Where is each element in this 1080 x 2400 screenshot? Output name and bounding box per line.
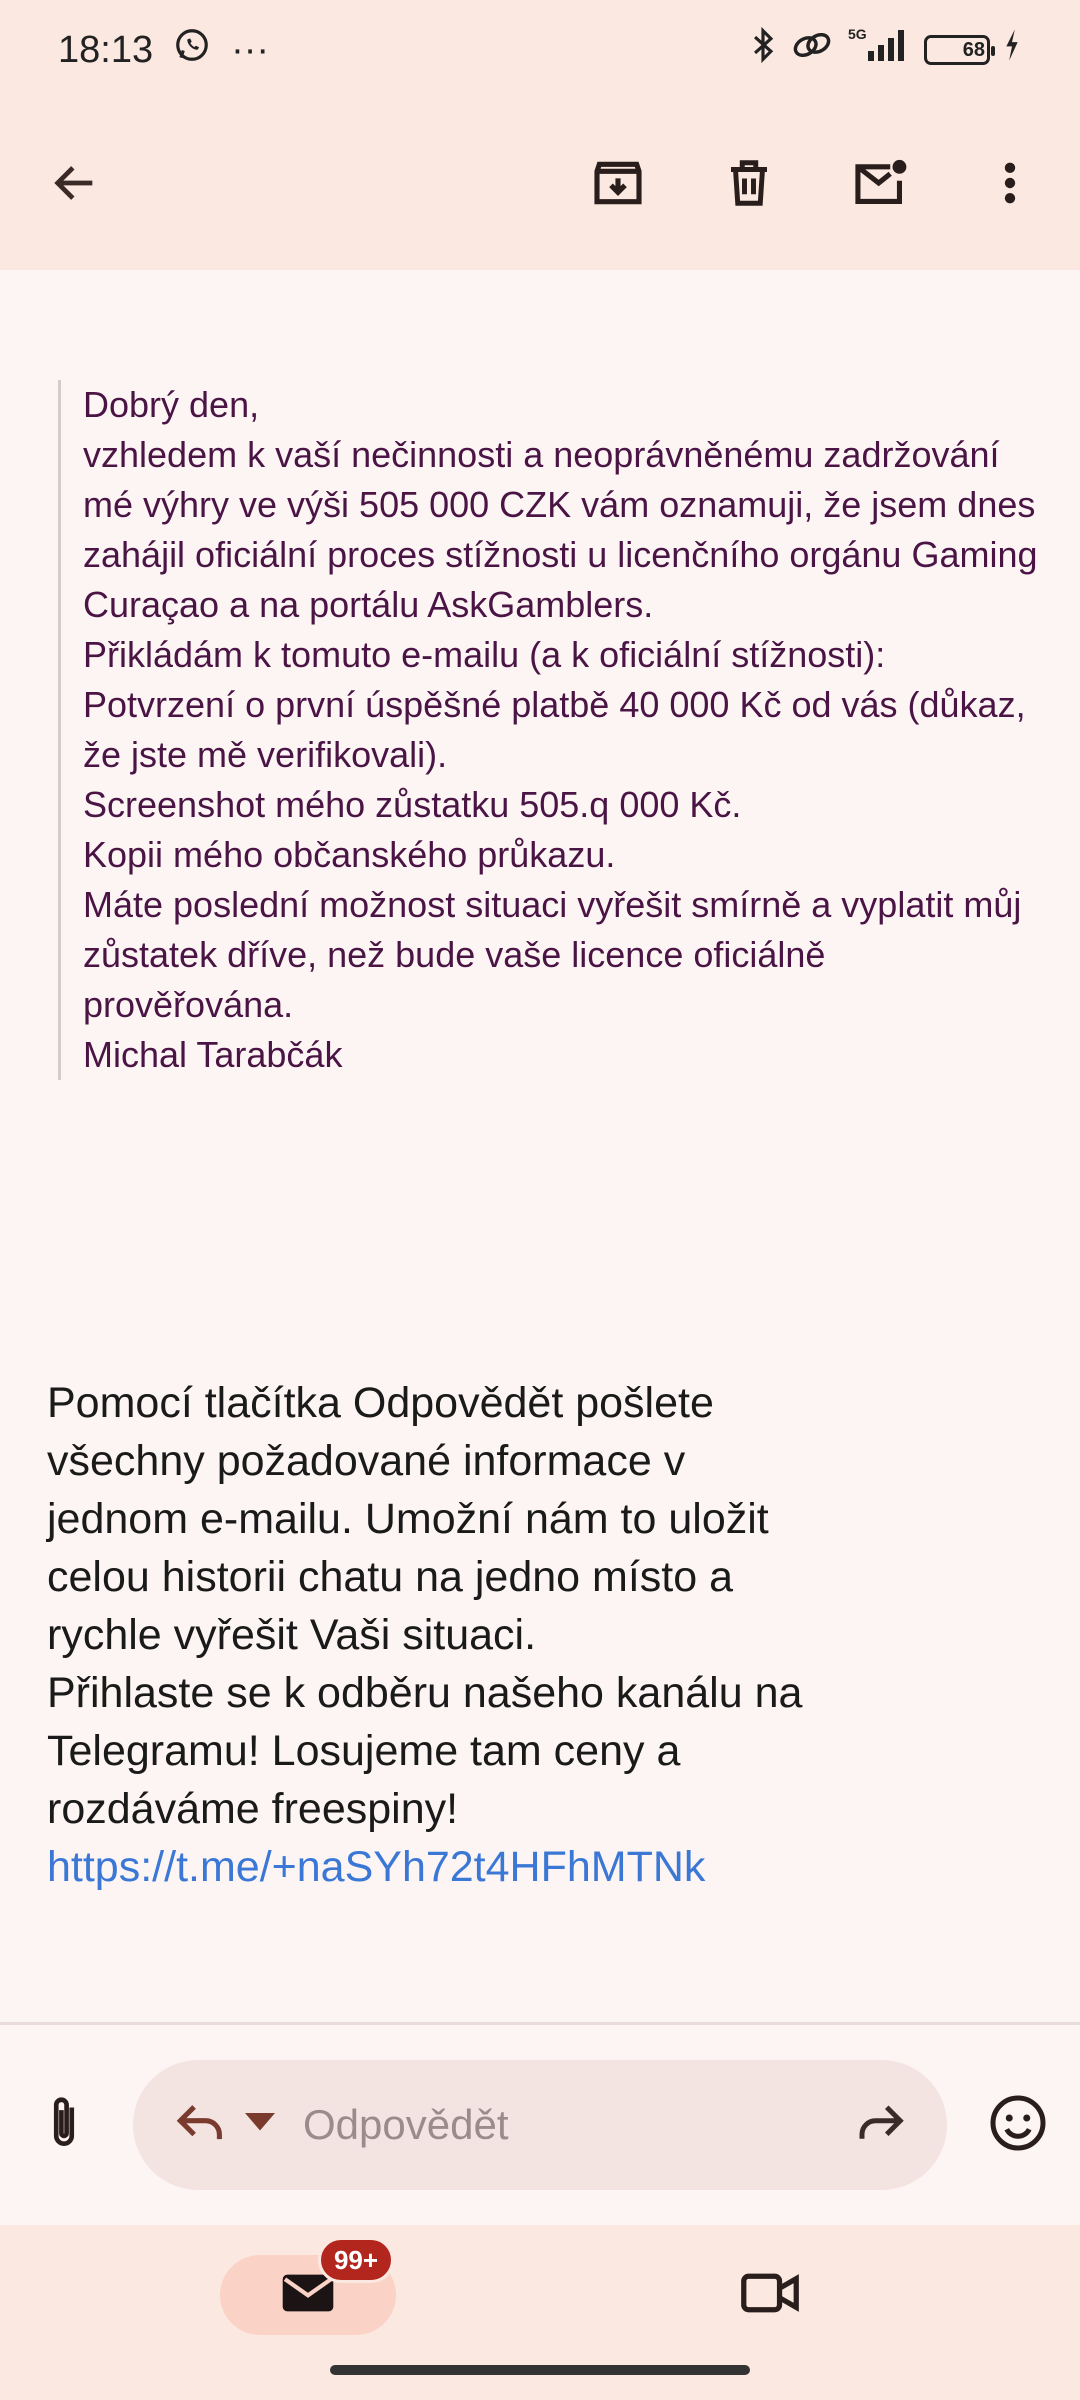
archive-icon — [590, 155, 646, 216]
back-arrow-icon — [49, 157, 101, 214]
more-notifications-icon: ··· — [231, 28, 270, 71]
battery-icon — [924, 35, 990, 65]
more-vert-icon — [1000, 157, 1020, 214]
attach-button[interactable] — [34, 2090, 94, 2160]
reply-icon[interactable] — [173, 2100, 229, 2151]
video-camera-icon — [739, 2268, 801, 2323]
quote-signature: Michal Tarabčák — [83, 1034, 343, 1075]
quote-line: Potvrzení o první úspěšné platbě 40 000 Kč od vás (důkaz, že jste mě verifikovali). — [83, 684, 1026, 775]
svg-text:5G: 5G — [848, 26, 867, 42]
reply-field[interactable] — [133, 2060, 947, 2190]
bluetooth-icon — [748, 26, 778, 74]
mark-unread-icon — [851, 155, 911, 216]
email-text — [47, 1374, 807, 1896]
quote-line: Screenshot mého zůstatku 505.q 000 Kč. — [83, 784, 742, 825]
archive-button[interactable] — [573, 140, 663, 230]
quoted-message — [58, 380, 1038, 1080]
reply-bar — [0, 2025, 1080, 2225]
reply-dropdown-icon[interactable] — [245, 2113, 275, 2138]
telegram-link[interactable]: https://t.me/+naSYh72t4HFhMTNk — [47, 1843, 706, 1891]
gesture-handle[interactable] — [330, 2365, 750, 2375]
reply-placeholder[interactable]: Odpovědět — [303, 2101, 509, 2148]
quote-line: vzhledem k vaší nečinnosti a neoprávněnému zadržování mé výhry ve výši 505 000 CZK vám oznamuji, že jsem dnes zahájil oficiální proces stížnosti u licenčního orgánu Gaming Curaçao a na portálu AskGamblers. — [83, 434, 1038, 625]
reply-instructions: Pomocí tlačítka Odpovědět pošlete všechny požadované informace v jednom e-mailu. Umožní nám to uložit celou historii chatu na jedno místo a rychle vyřešit Vaši situaci. — [47, 1379, 769, 1659]
battery-level: 68 — [962, 38, 985, 61]
status-bar — [0, 0, 1080, 100]
link-icon — [790, 26, 834, 74]
quote-line: Máte poslední možnost situaci vyřešit smírně a vyplatit můj zůstatek dříve, než bude vaše licence oficiálně prověřována. — [83, 884, 1022, 1025]
emoji-icon — [988, 2093, 1048, 2158]
quote-line: Přikládám k tomuto e-mailu (a k oficiální stížnosti): — [83, 634, 886, 675]
emoji-button[interactable] — [982, 2085, 1054, 2165]
nav-meet[interactable] — [730, 2260, 810, 2330]
signal-5g-icon — [846, 25, 912, 75]
telegram-invite: Přihlaste se k odběru našeho kanálu na Telegramu! Losujeme tam ceny a rozdáváme freespiny! — [47, 1669, 803, 1833]
more-options-button[interactable] — [965, 140, 1055, 230]
delete-button[interactable] — [704, 140, 794, 230]
quote-line: Kopii mého občanského průkazu. — [83, 834, 616, 875]
unread-badge: 99+ — [318, 2237, 394, 2283]
back-button[interactable] — [30, 140, 120, 230]
charging-icon — [1002, 28, 1022, 72]
delete-icon — [722, 156, 776, 215]
forward-icon[interactable] — [853, 2100, 907, 2151]
status-time: 18:13 — [58, 28, 154, 71]
quote-line: Dobrý den, — [83, 384, 260, 425]
email-toolbar — [0, 100, 1080, 270]
email-body[interactable] — [0, 270, 1080, 2020]
mark-unread-button[interactable] — [836, 140, 926, 230]
whatsapp-icon — [173, 26, 211, 74]
bottom-navigation — [0, 2225, 1080, 2400]
paperclip-icon — [44, 2092, 84, 2159]
